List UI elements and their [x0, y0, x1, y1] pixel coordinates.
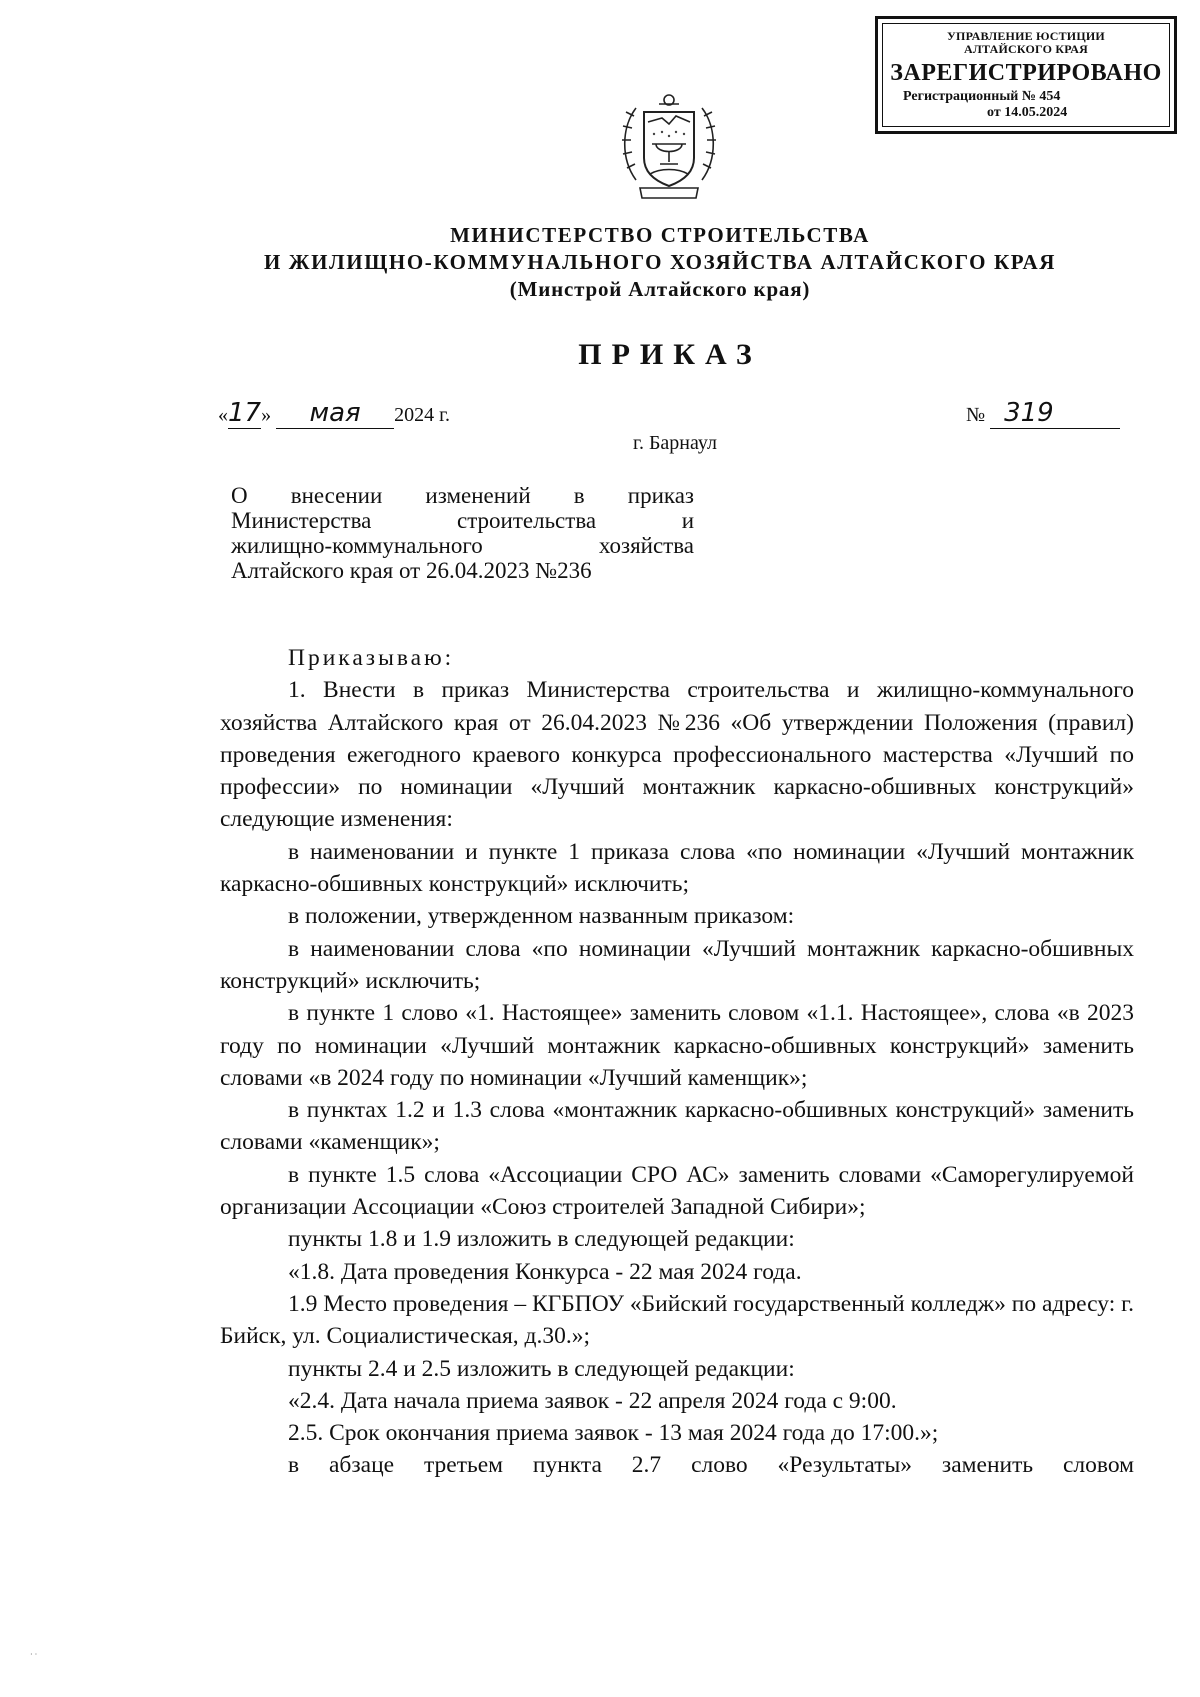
stamp-reg-date: от 14.05.2024	[987, 105, 1068, 120]
order-number	[966, 398, 1120, 429]
date-month: мая	[276, 398, 394, 429]
scan-specks: · ·	[30, 1650, 38, 1659]
body-paragraph: в положении, утвержденном названным приказом:	[288, 903, 795, 930]
body-paragraph: в абзаце третьем пункта 2.7 слово «Результаты» заменить словом	[288, 1452, 1134, 1479]
subject-line: О внесении изменений в приказ	[231, 483, 694, 508]
body-paragraph: пункты 1.8 и 1.9 изложить в следующей редакции:	[288, 1226, 795, 1253]
order-date	[218, 398, 450, 429]
subject-line: жилищно-коммунального хозяйства	[231, 533, 694, 558]
stamp-reg-number: Регистрационный № 454	[903, 89, 1061, 104]
registration-stamp	[875, 16, 1177, 134]
body-paragraph: 2.5. Срок окончания приема заявок - 13 мая 2024 года до 17:00.»;	[288, 1420, 939, 1447]
stamp-department	[883, 30, 1169, 56]
stamp-status: ЗАРЕГИСТРИРОВАНО	[890, 60, 1162, 86]
body-paragraph: «1.8. Дата проведения Конкурса - 22 мая 2024 года.	[288, 1258, 802, 1285]
body-paragraph: в пункте 1 слово «1. Настоящее» заменить словом «1.1. Настоящее», слова «в 2023 году по номинации «Лучший монтажник каркасно-обшивных конструкций» заменить словами «в 2024 году по номинации «Лучший каменщик»;	[220, 1000, 1134, 1091]
document-title: ПРИКАЗ	[578, 338, 762, 371]
stamp-dept-line1: УПРАВЛЕНИЕ ЮСТИЦИИ	[947, 29, 1105, 43]
body-paragraph: пункты 2.4 и 2.5 изложить в следующей редакции:	[288, 1355, 795, 1382]
stamp-inner-frame	[882, 23, 1170, 127]
ministry-name-line2: И ЖИЛИЩНО-КОММУНАЛЬНОГО ХОЗЯЙСТВА АЛТАЙСКОГО КРАЯ	[263, 250, 1057, 274]
date-close-quote: »	[261, 404, 272, 426]
ministry-short-name: (Минстрой Алтайского края)	[509, 277, 811, 301]
stamp-registration	[903, 89, 1169, 121]
number-value: 319	[990, 398, 1120, 429]
date-open-quote: «	[218, 404, 228, 426]
stamp-dept-line2: АЛТАЙСКОГО КРАЯ	[964, 42, 1088, 56]
number-label: №	[966, 404, 986, 426]
body-paragraph: в наименовании и пункте 1 приказа слова «по номинации «Лучший монтажник каркасно-обшивных конструкций» исключить;	[220, 838, 1134, 898]
ministry-header	[200, 222, 1120, 303]
coat-of-arms-icon	[614, 88, 724, 203]
date-year: 2024 г.	[394, 404, 451, 426]
date-day: 17	[228, 398, 262, 428]
subject-line: Алтайского края от 26.04.2023 №236	[231, 558, 592, 583]
city: г. Барнаул	[633, 432, 717, 454]
body-paragraph: 1.9 Место проведения – КГБПОУ «Бийский государственный колледж» по адресу: г. Бийск, ул. Социалистическая, д.30.»;	[220, 1290, 1134, 1350]
body-paragraph: в наименовании слова «по номинации «Лучший монтажник каркасно-обшивных конструкций» исключить;	[220, 935, 1134, 994]
order-body	[220, 642, 1134, 1482]
ministry-name-line1: МИНИСТЕРСТВО СТРОИТЕЛЬСТВА	[450, 223, 870, 247]
body-paragraph: в пункте 1.5 слова «Ассоциации СРО АС» заменить словами «Саморегулируемой организации Ассоциации «Союз строителей Западной Сибири»;	[220, 1161, 1134, 1221]
subject-line: Министерства строительства и	[231, 508, 694, 533]
order-subject	[231, 483, 694, 583]
body-paragraph: в пунктах 1.2 и 1.3 слова «монтажник каркасно-обшивных конструкций» заменить словами «каменщик»;	[220, 1097, 1134, 1156]
body-paragraph: «2.4. Дата начала приема заявок - 22 апреля 2024 года с 9:00.	[288, 1387, 897, 1414]
body-paragraph: 1. Внести в приказ Министерства строительства и жилищно-коммунального хозяйства Алтайского края от 26.04.2023 №236 «Об утверждении Положения (правил) проведения ежегодного краевого конкурса профессионального мастерства «Лучший по профессии» по номинации «Лучший монтажник каркасно-обшивных конструкций» следующие изменения:	[220, 677, 1134, 833]
order-command: Приказываю:	[288, 645, 455, 671]
